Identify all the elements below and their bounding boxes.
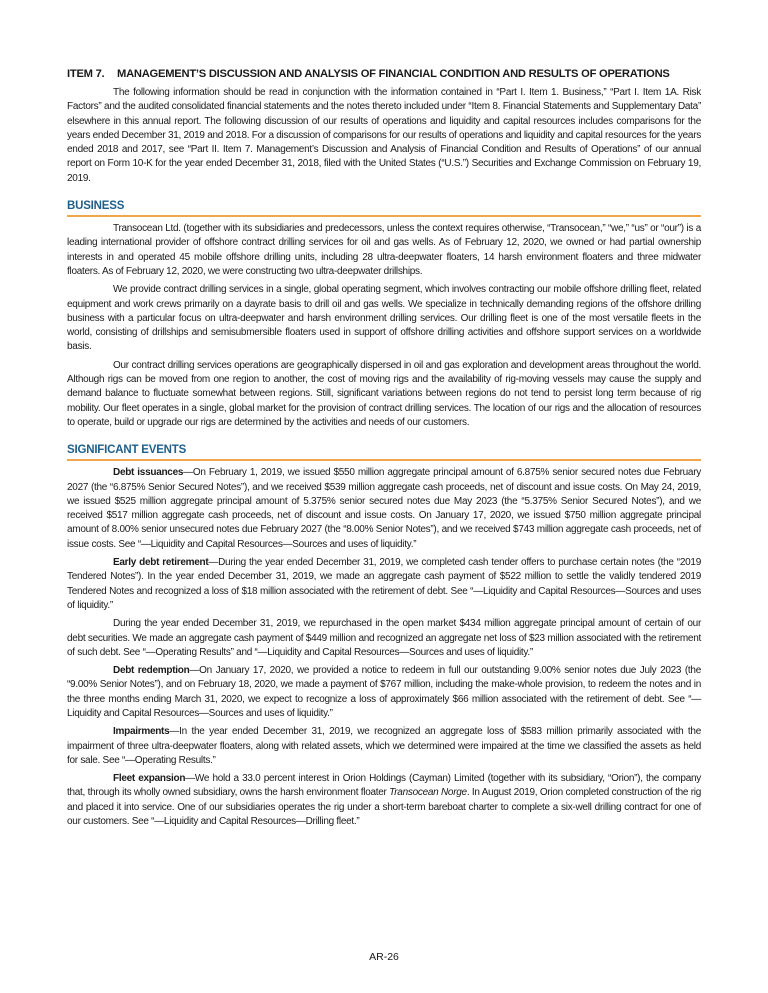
paragraph-lead: Debt issuances — [113, 467, 184, 479]
paragraph-text: . In August 2019, Orion completed construction of the rig and placed it into service. One of our subsidiaries operates the rig under a short-term bareboat charter to complete a six-well drilling contract for one of our customers. See “—Liquidity and Capital Resources—Drilling fleet.” — [67, 787, 701, 828]
item-title — [67, 68, 701, 80]
item-heading: MANAGEMENT’S DISCUSSION AND ANALYSIS OF FINANCIAL CONDITION AND RESULTS OF OPERATIONS — [117, 68, 670, 80]
debt-issuances-paragraph — [67, 466, 701, 552]
paragraph-lead: Impairments — [113, 726, 170, 738]
section-heading-business: BUSINESS — [67, 200, 701, 217]
paragraph-lead: Debt redemption — [113, 665, 190, 677]
paragraph-text: —On January 17, 2020, we provided a notice to redeem in full our outstanding 9.00% senior notes due July 2023 (the “9.00% Senior Notes”), and on February 18, 2020, we made a payment of $767 million, including the make-whole provision, to redeem the notes and in the three months ending March 31, 2020, we expect to recognize a loss of approximately $66 million associated with the retirement of debt. See “—Liquidity and Capital Resources—Sources and uses of liquidity.” — [67, 665, 701, 719]
debt-redemption-paragraph — [67, 664, 701, 721]
paragraph-text: —In the year ended December 31, 2019, we recognized an aggregate loss of $583 million primarily associated with the impairment of three ultra-deepwater floaters, along with related assets, which we determined were impaired at the time we classified the assets as held for sale. See “—Operating Results.” — [67, 726, 701, 766]
document-page — [67, 68, 701, 833]
early-debt-retirement-paragraph — [67, 556, 701, 613]
paragraph-text: —On February 1, 2019, we issued $550 million aggregate principal amount of 6.875% senior secured notes due February 2027 (the “6.875% Senior Secured Notes”), and we received $539 million aggregate cash proceeds, net of discount and issue costs. On May 24, 2019, we issued $525 million aggregate principal amount of 5.375% senior secured notes due May 2023 (the “5.375% Senior Secured Notes”), and we received $517 million aggregate cash proceeds, net of discount and issue costs. On January 17, 2020, we issued $750 million aggregate principal amount of 8.00% senior unsecured notes due February 2027 (the “8.00% Senior Notes”), and we received $743 million aggregate cash proceeds, net of issue costs. See “—Liquidity and Capital Resources—Sources and uses of liquidity.” — [67, 467, 701, 550]
paragraph-text: —During the year ended December 31, 2019, we completed cash tender offers to purchase certain notes (the “2019 Tendered Notes”). In the year ended December 31, 2019, we made an aggregate cash payment of $522 million to settle the validly tendered 2019 Tendered Notes and recognized a loss of $18 million associated with the retirement of debt. See “—Liquidity and Capital Resources—Sources and uses of liquidity.” — [67, 557, 701, 611]
business-paragraph-3: Our contract drilling services operations are geographically dispersed in oil and gas exploration and development areas throughout the world. Although rigs can be moved from one region to another, the cost of moving rigs and the availability of rig-moving vessels may cause the supply and demand balance to fluctuate somewhat between regions. Still, significant variations between regions do not tend to persist long term because of rig mobility. Our fleet operates in a single, global market for the provision of contract drilling services. The location of our rigs and the allocation of resources to operate, build or upgrade our rigs are determined by the activities and needs of our customers. — [67, 359, 701, 428]
business-paragraph-1: Transocean Ltd. (together with its subsidiaries and predecessors, unless the context requires otherwise, “Transocean,” “we,” “us” or “our”) is a leading international provider of offshore contract drilling services for oil and gas wells. As of February 12, 2020, we owned or had partial ownership interests in and operated 45 mobile offshore drilling units, including 28 ultra-deepwater floaters, 14 harsh environment floaters and three midwater floaters. As of February 12, 2020, we were constructing two ultra-deepwater drillships. — [67, 223, 701, 277]
paragraph-lead: Fleet expansion — [113, 773, 186, 785]
paragraph-lead: Early debt retirement — [113, 557, 209, 569]
section-heading-significant-events: SIGNIFICANT EVENTS — [67, 444, 701, 461]
item-number: ITEM 7. — [67, 68, 105, 80]
repurchase-paragraph: During the year ended December 31, 2019, we repurchased in the open market $434 million aggregate principal amount of certain of our debt securities. We made an aggregate cash payment of $449 million and recognized an aggregate net loss of $23 million associated with the retirement of such debt. See “—Operating Results” and “—Liquidity and Capital Resources—Sources and uses of liquidity.” — [67, 618, 701, 658]
page-number: AR-26 — [369, 951, 399, 963]
intro-paragraph: The following information should be read in conjunction with the information contained in “Part I. Item 1. Business,” “Part I. Item 1A. Risk Factors” and the audited consolidated financial statements and the notes thereto included under “Item 8. Financial Statements and Supplementary Data” elsewhere in this annual report. The following discussion of our results of operations and liquidity and capital resources includes comparisons for the years ended December 31, 2019 and 2018. For a discussion of comparisons for our results of operations and liquidity and capital resources for the years ended 2018 and 2017, see “Part II. Item 7. Management’s Discussion and Analysis of Financial Condition and Results of Operations” of our annual report on Form 10-K for the year ended December 31, 2018, filed with the United States (“U.S.”) Securities and Exchange Commission on February 19, 2019. — [67, 87, 701, 184]
rig-name: Transocean Norge — [389, 787, 467, 799]
paragraph-text: —We hold a 33.0 percent interest in Orion Holdings (Cayman) Limited (together with its subsidiary, “Orion”), the company that, through its wholly owned subsidiary, owns the harsh environment floater — [67, 773, 701, 799]
business-paragraph-2: We provide contract drilling services in a single, global operating segment, which involves contracting our mobile offshore drilling fleet, related equipment and work crews primarily on a dayrate basis to drill oil and gas wells. We specialize in technically demanding regions of the offshore drilling business with a particular focus on ultra-deepwater and harsh environment drilling services. Our drilling fleet is one of the most versatile fleets in the world, consisting of drillships and semisubmersible floaters used in support of offshore drilling activities and offshore support services on a worldwide basis. — [67, 284, 701, 353]
fleet-expansion-paragraph — [67, 772, 701, 829]
impairments-paragraph — [67, 725, 701, 768]
